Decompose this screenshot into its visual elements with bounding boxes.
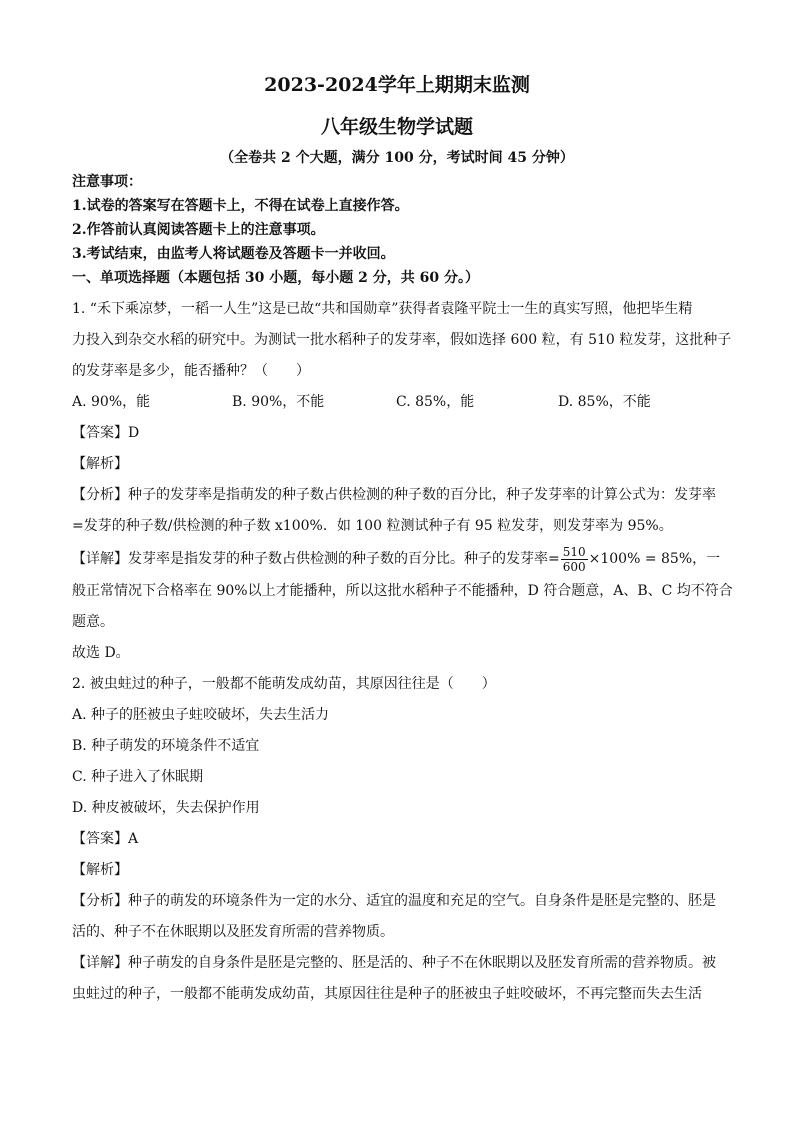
notes-item-3: 3.考试结束，由监考人将试题卷及答题卡一并收回。 xyxy=(72,246,395,262)
q1-answer-tag: 【答案】 xyxy=(72,425,128,441)
q1-xiangjie-tag: 【详解】 xyxy=(72,551,128,567)
q1-answer xyxy=(72,418,722,449)
q1-stem-line-3: 的发芽率是多少，能否播种？（ ） xyxy=(72,363,310,379)
q2-fenxi-tag: 【分析】 xyxy=(72,893,128,909)
q2-answer-value: A xyxy=(128,831,139,847)
q2-xiangjie-line-2: 虫蛀过的种子，一般都不能萌发成幼苗，其原因往往是种子的胚被虫子蛀咬破坏，不再完整而失去生活 xyxy=(72,986,702,1002)
q2-fenxi-line-1 xyxy=(72,886,722,917)
q1-answer-value: D xyxy=(128,425,140,441)
q1-xiangjie-line-1 xyxy=(72,542,722,576)
q1-fraction-denominator: 600 xyxy=(562,559,586,574)
notes-item-1: 1.试卷的答案写在答题卡上，不得在试卷上直接作答。 xyxy=(72,198,409,214)
section1-heading: 一、单项选择题（本题包括 30 小题，每小题 2 分，共 60 分。） xyxy=(72,270,479,286)
notes-item-2: 2.作答前认真阅读答题卡上的注意事项。 xyxy=(72,222,325,238)
q2-option-b: B. 种子萌发的环境条件不适宜 xyxy=(72,738,260,754)
q1-xiangjie-line-3: 题意。 xyxy=(72,614,114,630)
q1-option-a: A. 90%，能 xyxy=(72,394,151,410)
q2-fenxi-text-1: 种子的萌发的环境条件为一定的水分、适宜的温度和充足的空气。自身条件是胚是完整的、胚是 xyxy=(128,893,716,909)
q2-xiangjie-tag: 【详解】 xyxy=(72,955,128,971)
q1-fraction xyxy=(561,545,588,574)
q2-answer xyxy=(72,824,722,855)
q2-xiangjie-text-1: 种子萌发的自身条件是胚是完整的、胚是活的、种子不在休眠期以及胚发育所需的营养物质。被 xyxy=(128,955,716,971)
q1-xiangjie-post: ×100% = 85%，一 xyxy=(588,551,721,567)
q1-fraction-numerator: 510 xyxy=(562,544,586,559)
q2-option-c: C. 种子进入了休眠期 xyxy=(72,769,204,785)
q2-option-d: D. 种皮被破坏，失去保护作用 xyxy=(72,800,260,816)
q1-fenxi-tag: 【分析】 xyxy=(72,487,128,503)
q1-option-b: B. 90%，不能 xyxy=(232,394,325,410)
q2-option-a: A. 种子的胚被虫子蛀咬破坏，失去生活力 xyxy=(72,707,330,723)
exam-info: （全卷共 2 个大题，满分 100 分，考试时间 45 分钟） xyxy=(220,150,574,166)
notes-heading: 注意事项： xyxy=(72,174,142,190)
q1-xiangjie-line-2: 般正常情况下合格率在 90%以上才能播种，所以这批水稻种子不能播种，D 符合题意，A、B、C 均不符合 xyxy=(72,583,733,599)
exam-title: 2023-2024学年上期期末监测 xyxy=(264,74,530,96)
q1-fenxi-line-2: =发芽的种子数/供检测的种子数 x100%．如 100 粒测试种子有 95 粒发芽，则发芽率为 95%。 xyxy=(72,518,673,534)
q1-jiexi: 【解析】 xyxy=(72,456,128,472)
q1-stem-line-2: 力投入到杂交水稻的研究中。为测试一批水稻种子的发芽率，假如选择 600 粒，有 510 粒发芽，这批种子 xyxy=(72,332,732,348)
q2-stem: 2. 被虫蛀过的种子，一般都不能萌发成幼苗，其原因往往是（ ） xyxy=(72,676,496,692)
q2-xiangjie-line-1 xyxy=(72,948,722,979)
q1-fenxi-text-1: 种子的发芽率是指萌发的种子数占供检测的种子数的百分比，种子发芽率的计算公式为：发芽率 xyxy=(128,487,716,503)
q1-option-c: C. 85%，能 xyxy=(396,394,475,410)
q2-fenxi-line-2: 活的、种子不在休眠期以及胚发育所需的营养物质。 xyxy=(72,924,394,940)
q1-xiangjie-pre: 发芽率是指发芽的种子数占供检测的种子数的百分比。种子的发芽率= xyxy=(128,551,560,567)
q1-stem-line-1: 1. “禾下乘凉梦，一稻一人生”这是已故“共和国勋章”获得者袁隆平院士一生的真实写照，他把毕生精 xyxy=(72,301,693,317)
q1-fenxi-line-1 xyxy=(72,480,722,511)
q1-options xyxy=(72,387,722,418)
q2-answer-tag: 【答案】 xyxy=(72,831,128,847)
exam-body xyxy=(72,170,733,1010)
exam-subtitle: 八年级生物学试题 xyxy=(320,116,473,138)
q1-conclusion: 故选 D。 xyxy=(72,645,130,661)
q1-option-d: D. 85%，不能 xyxy=(558,394,651,410)
q2-jiexi: 【解析】 xyxy=(72,862,128,878)
